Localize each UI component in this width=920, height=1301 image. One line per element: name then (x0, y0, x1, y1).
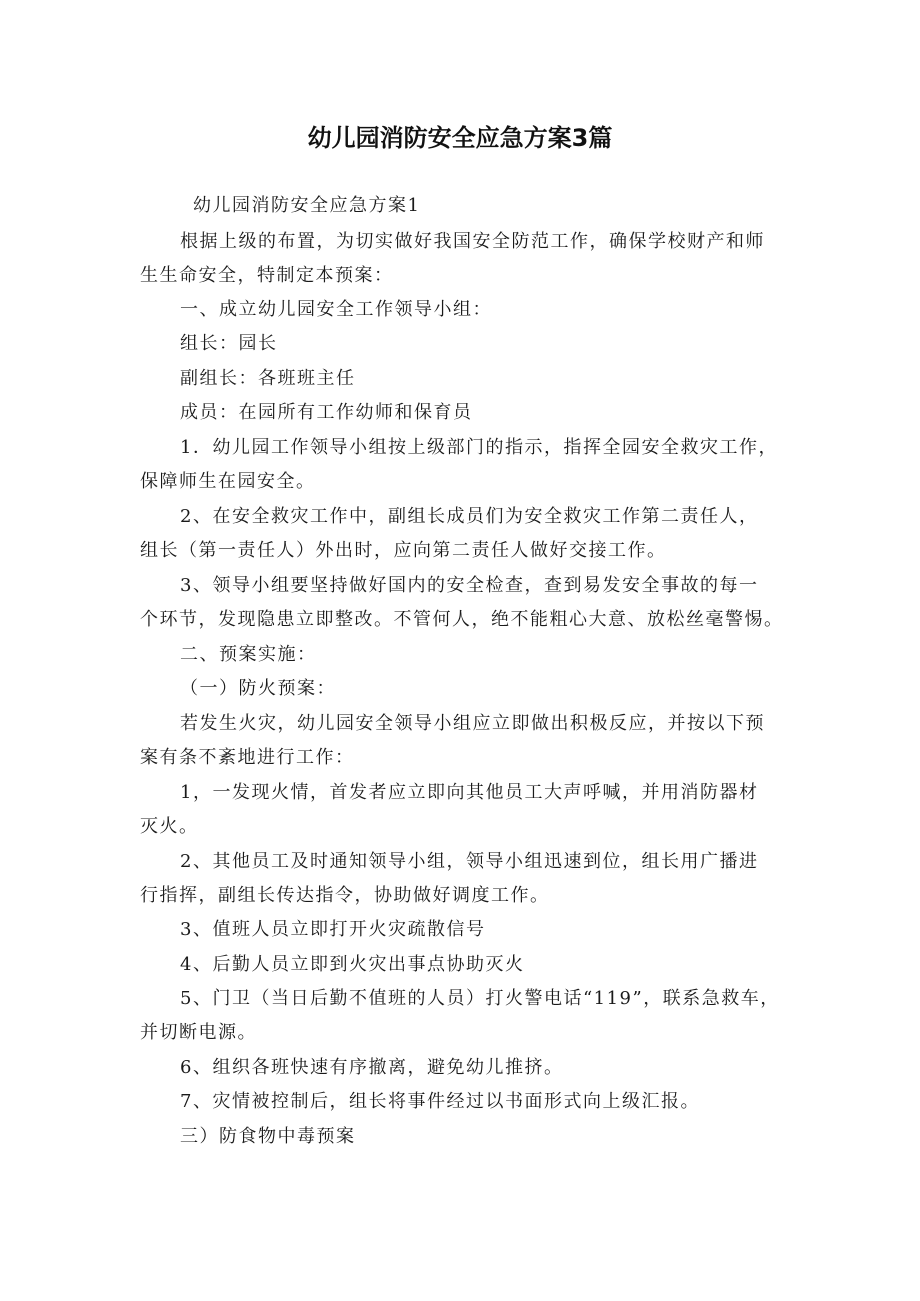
paragraph-line: 7、灾情被控制后，组长将事件经过以书面形式向上级汇报。 (180, 1091, 700, 1112)
paragraph-line: 6、组织各班快速有序撤离，避免幼儿推挤。 (180, 1057, 564, 1078)
paragraph-line: 个环节，发现隐患立即整改。不管何人，绝不能粗心大意、放松丝毫警惕。 (140, 609, 784, 630)
document-title: 幼儿园消防安全应急方案3篇 (307, 124, 613, 152)
paragraph-line: 1．幼儿园工作领导小组按上级部门的指示，指挥全园安全救灾工作， (180, 437, 778, 458)
paragraph-line: 生生命安全，特制定本预案： (140, 265, 394, 286)
paragraph-line: 组长（第一责任人）外出时，应向第二责任人做好交接工作。 (140, 540, 667, 561)
paragraph-line: 案有条不紊地进行工作： (140, 747, 355, 768)
paragraph-line: 5、门卫（当日后勤不值班的人员）打火警电话“119”，联系急救车， (180, 988, 780, 1009)
paragraph-line: 2、在安全救灾工作中，副组长成员们为安全救灾工作第二责任人， (180, 506, 759, 527)
paragraph-line: 并切断电源。 (140, 1022, 257, 1043)
paragraph-line: 2、其他员工及时通知领导小组，领导小组迅速到位，组长用广播进 (180, 851, 759, 872)
paragraph-line: 根据上级的布置，为切实做好我国安全防范工作，确保学校财产和师 (180, 231, 765, 252)
section-heading-food-poisoning: 三）防食物中毒预案 (180, 1126, 356, 1147)
paragraph-line: 行指挥，副组长传达指令，协助做好调度工作。 (140, 885, 550, 906)
paragraph-line: 灭火。 (140, 816, 199, 837)
paragraph-line: 3、领导小组要坚持做好国内的安全检查，查到易发安全事故的每一 (180, 575, 759, 596)
paragraph-line: 一、成立幼儿园安全工作领导小组： (180, 299, 492, 320)
paragraph-line: 4、后勤人员立即到火灾出事点协助灭火 (180, 954, 525, 975)
section-heading-plan-1: 幼儿园消防安全应急方案1 (193, 195, 421, 216)
paragraph-line: 1，一发现火情，首发者应立即向其他员工大声呼喊，并用消防器材 (180, 782, 759, 803)
paragraph-line: 组长：园长 (180, 333, 278, 354)
paragraph-line: 副组长：各班班主任 (180, 368, 356, 389)
paragraph-line: 二、预案实施： (180, 644, 317, 665)
paragraph-line: 3、值班人员立即打开火灾疏散信号 (180, 919, 486, 940)
paragraph-line: 保障师生在园安全。 (140, 471, 316, 492)
paragraph-line: （一）防火预案： (180, 678, 336, 699)
paragraph-line: 若发生火灾，幼儿园安全领导小组应立即做出积极反应，并按以下预 (180, 713, 765, 734)
paragraph-line: 成员：在园所有工作幼师和保育员 (180, 402, 473, 423)
